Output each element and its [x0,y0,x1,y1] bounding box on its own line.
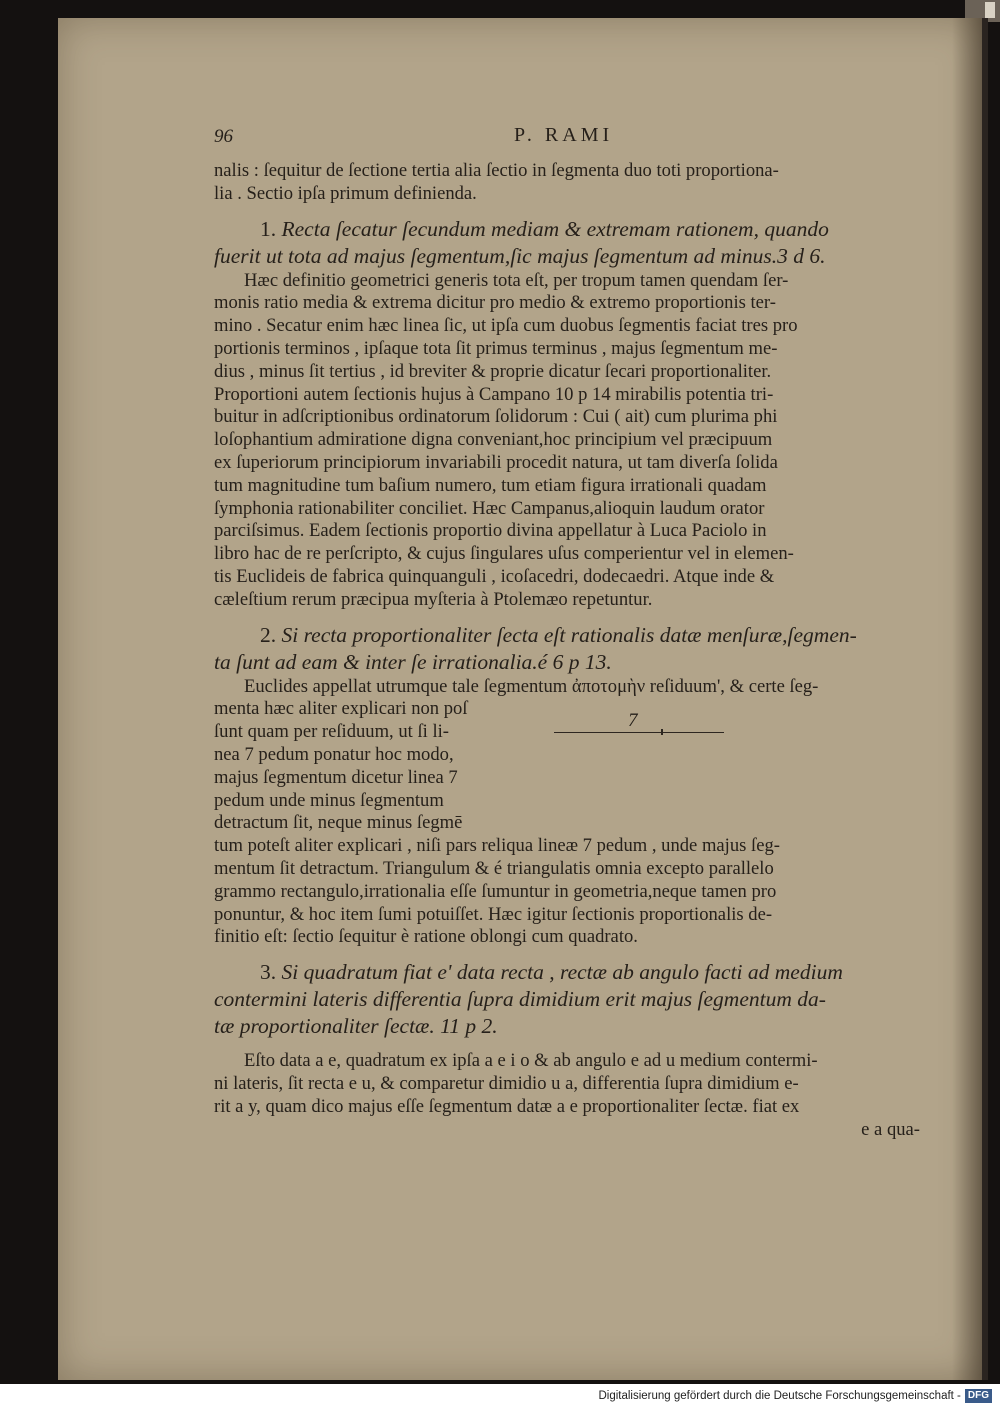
text-line: grammo rectangulo,irrationalia eſſe ſumuntur in geometria,neque tamen pro [214,880,777,902]
dfg-logo: DFG [965,1389,992,1403]
line-segment-figure [554,709,729,744]
proposition-2-line [214,622,934,649]
text-line: rit a y, quam dico majus eſſe ſegmentum datæ a e proportionaliter ſectæ. fiat ex [214,1095,800,1117]
text-line: finitio eſt: ſectio ſequitur è ratione oblongi cum quadrato. [214,926,638,948]
proposition-number: 3. [260,960,277,985]
text-line: cæleſtium rerum præcipua myſteria à Ptolemæo repetuntur. [214,588,653,610]
text-line: mino . Secatur enim hæc linea ſic, ut ipſa cum duobus ſegmentis faciat tres pro [214,315,798,337]
figure-label: 7 [628,709,638,731]
text-line: ni lateris, ſit recta e u, & comparetur dimidio u a, differentia ſupra dimidium e- [214,1072,799,1094]
text-line: libro hac de re perſcripto, & cujus ſingulares uſus comperientur vel in elemen- [214,543,794,565]
text-line: menta hæc aliter explicari non poſ [214,698,468,720]
proposition-1-line: fuerit ut tota ad majus ſegmentum,ſic majus ſegmentum ad minus.3 d 6. [214,243,826,268]
figure-division-tick [661,729,663,735]
text-line: loſophantium admiratione digna conveniant,hoc principium vel præcipuum [214,429,773,451]
proposition-text: Si recta proportionaliter ſecta eſt rationalis datæ menſuræ,ſegmen- [281,622,857,647]
text-line: ex ſuperiorum principiorum invariabili procedit natura, ut tam diverſa ſolida [214,451,778,473]
page-header [214,124,934,160]
text-line: detractum ſit, neque minus ſegmē [214,812,463,834]
proposition-1-line [214,216,934,243]
text-line: nea 7 pedum ponatur hoc modo, [214,743,454,765]
text-line: mentum ſit detractum. Triangulum & é triangulatis omnia excepto parallelo [214,857,774,879]
text-line: buitur in adſcriptionibus ordinatorum ſolidorum : Cui ( ait) cum plurima phi [214,406,778,428]
text-line: Proportioni autem ſectionis hujus à Campano 10 p 14 mirabilis potentia tri- [214,383,774,405]
page-text [214,124,934,1141]
proposition-2-line: ta ſunt ad eam & inter ſe irrationalia.é 6 p 13. [214,649,612,674]
text-line: tum poteſt aliter explicari , niſi pars reliqua lineæ 7 pedum , unde majus ſeg- [214,835,780,857]
text-line: Hæc definitio geometrici generis tota eſt, per tropum tamen quendam ſer- [244,269,789,291]
text-line: tum magnitudine tum baſium numero, tum etiam figura irrationali quadam [214,474,767,496]
text-line: Euclides appellat utrumque tale ſegmentum ἀποτομὴν reſiduum', & certe ſeg- [244,675,819,697]
text-line: monis ratio media & extrema dicitur pro medio & extremo proportionis ter- [214,292,776,314]
proposition-3-line: contermini lateris differentia ſupra dimidium erit majus ſegmentum da- [214,987,826,1012]
proposition-3-line [214,959,934,986]
page-number: 96 [214,126,233,147]
text-line: parciſsimus. Eadem ſectionis proportio divina appellatur à Luca Paciolo in [214,520,767,542]
text-line: dius , minus ſit tertius , id breviter & proprie dicatur ſecari proportionaliter. [214,360,772,382]
figure-line [554,732,724,734]
text-line: ſunt quam per reſiduum, ut ſi li- [214,721,449,743]
running-head: P. RAMI [514,124,614,146]
proposition-number: 1. [260,216,277,241]
digitization-footer [0,1384,1000,1408]
proposition-3-line: tæ proportionaliter ſectæ. 11 p 2. [214,1014,498,1039]
text-line: majus ſegmentum dicetur linea 7 [214,766,458,788]
text-line: portionis terminos , ipſaque tota ſit primus terminus , majus ſegmentum me- [214,337,778,359]
proposition-text: Si quadratum fiat e' data recta , rectæ ab angulo facti ad medium [281,960,843,985]
footer-text: Digitalisierung gefördert durch die Deutsche Forschungsgemeinschaft - [598,1390,961,1402]
text-line: nalis : ſequitur de ſectione tertia alia ſectio in ſegmenta duo toti proportiona- [214,160,779,181]
text-line: ſymphonia rationabiliter conciliet. Hæc Campanus,alioquin laudum orator [214,497,765,519]
catchword: e a qua- [861,1118,920,1140]
figure-section [214,676,934,836]
text-line: lia . Sectio ipſa primum definienda. [214,182,477,204]
text-line: ponuntur, & hoc item ſumi potuiſſet. Hæc igitur ſectionis proportionalis de- [214,903,773,925]
proposition-number: 2. [260,622,277,647]
text-line: Eſto data a e, quadratum ex ipſa a e i o & ab angulo e ad u medium contermi- [244,1050,818,1072]
text-line: tis Euclideis de fabrica quinquanguli , icoſacedri, dodecaedri. Atque inde & [214,565,775,587]
text-line: pedum unde minus ſegmentum [214,789,444,811]
proposition-text: Recta ſecatur ſecundum mediam & extremam rationem, quando [281,216,829,241]
